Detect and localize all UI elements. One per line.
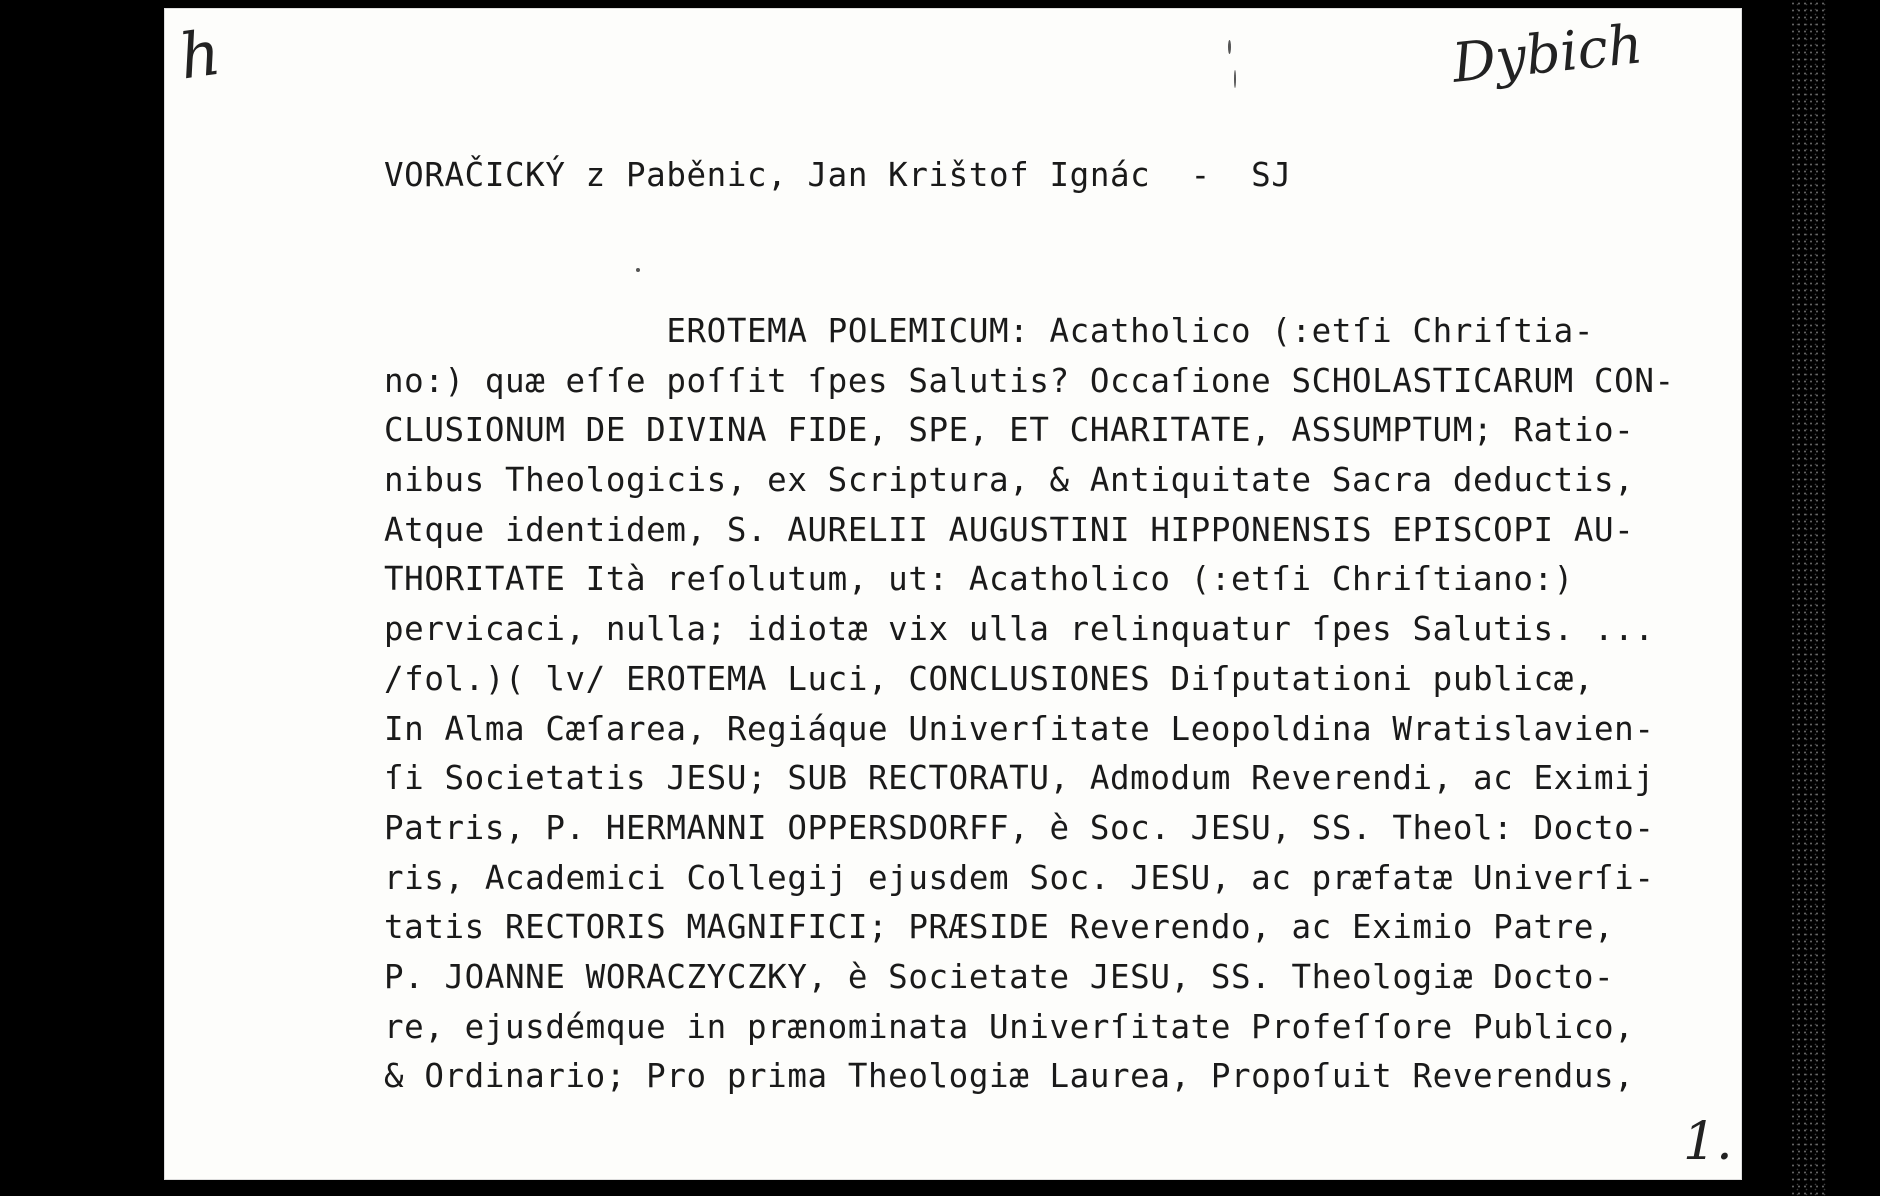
entry-body-text <box>384 307 1675 1102</box>
body-line: THORITATE Ità reſolutum, ut: Acatholico (:etſi Chriſtiano:) <box>384 560 1574 599</box>
scan-dust <box>636 268 640 272</box>
body-line: Atque identidem, S. AURELII AUGUSTINI HIPPONENSIS EPISCOPI AU- <box>384 510 1635 549</box>
body-line: /fol.)( lv/ EROTEMA Luci, CONCLUSIONES Diſputationi publicæ, <box>384 659 1594 698</box>
body-line: ſi Societatis JESU; SUB RECTORATU, Admodum Reverendi, ac Eximij <box>384 759 1655 798</box>
body-line: pervicaci, nulla; idiotæ vix ulla relinquatur ſpes Salutis. ... <box>384 610 1655 649</box>
body-line: P. JOANNE WORACZYCZKY, è Societate JESU, SS. Theologiæ Docto- <box>384 957 1615 996</box>
scan-edge-noise <box>1790 0 1826 1196</box>
body-line: In Alma Cæſarea, Regiáque Univerſitate Leopoldina Wratislavien- <box>384 709 1655 748</box>
handwritten-corner-mark: h <box>175 15 225 94</box>
handwritten-page-number: 1. <box>1683 1112 1733 1172</box>
body-line: re, ejusdémque in prænominata Univerſitate Profeſſore Publico, <box>384 1007 1635 1046</box>
body-line: nibus Theologicis, ex Scriptura, & Antiquitate Sacra deductis, <box>384 461 1635 500</box>
body-line: CLUSIONUM DE DIVINA FIDE, SPE, ET CHARITATE, ASSUMPTUM; Ratio- <box>384 411 1635 450</box>
body-line: EROTEMA POLEMICUM: Acatholico (:etſi Chriſtia- <box>384 312 1594 350</box>
entry-heading: VORAČICKÝ z Paběnic, Jan Krištof Ignác - SJ <box>384 156 1292 194</box>
body-line: & Ordinario; Pro prima Theologiæ Laurea, Propoſuit Reverendus, <box>384 1057 1635 1096</box>
body-line: no:) quæ eſſe poſſit ſpes Salutis? Occaſione SCHOLASTICARUM CON- <box>384 361 1675 400</box>
body-line: ris, Academici Collegij ejusdem Soc. JESU, ac præfatæ Univerſi- <box>384 858 1655 897</box>
body-line: Patris, P. HERMANNI OPPERSDORFF, è Soc. JESU, SS. Theol: Docto- <box>384 808 1655 847</box>
handwritten-author-initials: Dybich <box>1449 12 1646 95</box>
body-line: tatis RECTORIS MAGNIFICI; PRÆSIDE Reverendo, ac Eximio Patre, <box>384 908 1615 947</box>
scan-dust <box>1228 40 1231 54</box>
scan-dust <box>1234 70 1236 88</box>
